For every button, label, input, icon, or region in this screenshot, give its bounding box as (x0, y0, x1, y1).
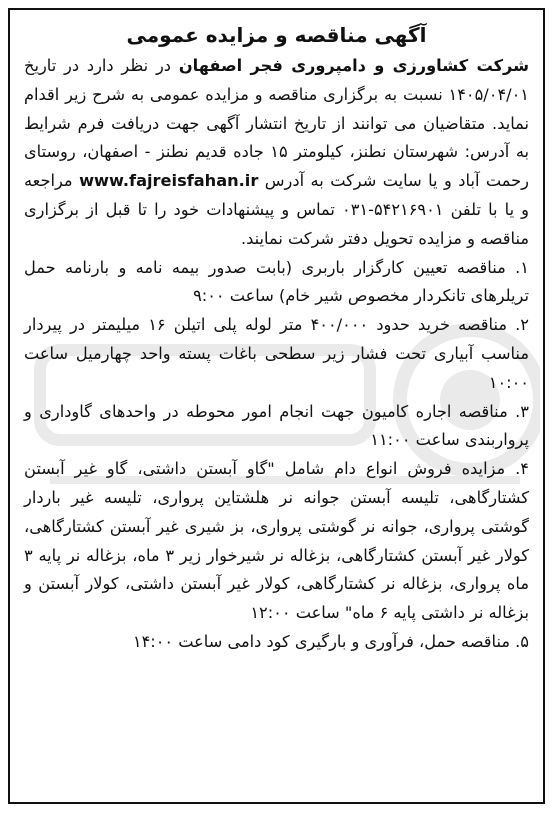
notice-title: آگهی مناقصه و مزایده عمومی (126, 23, 427, 47)
company-name: شرکت کشاورزی و دامپروری فجر اصفهان (178, 56, 529, 75)
notice-body (24, 20, 529, 657)
item-4: ۴. مزایده فروش انواع دام شامل "گاو آبستن داشتی، گاو غیر آبستن کشتارگاهی، تلیسه آبستن جوانه نر هلشتاین پرواری، تلیسه غیر باردار گوشتی پرواری، جوانه نر گوشتی پرواری، بز شیری غیر آبستن کشتارگاهی، کولار غیر آبستن کشتارگاهی، بزغاله نر شیرخوار زیر ۳ ماه، بزغاله نر پایه ۳ ماه پرواری، بزغاله نر کشتارگاهی، کولار غیر آبستن داشتی، کولار آبستن و بزغاله نر داشتی پایه ۶ ماه" ساعت ۱۲:۰۰ (24, 459, 529, 623)
notice-intro (24, 52, 529, 254)
item-5: ۵. مناقصه حمل، فرآوری و بارگیری کود دامی ساعت ۱۴:۰۰ (132, 631, 529, 651)
item-1: ۱. مناقصه تعیین کارگزار باربری (بابت صدور بیمه نامه و بارنامه حمل تریلرهای تانکردار مخصوص شیر خام) ساعت ۹:۰۰ (24, 257, 529, 306)
intro-text-part-1: در نظر دارد در تاریخ ۱۴۰۵/۰۴/۰۱ نسبت به برگزاری مناقصه و مزایده عمومی به شرح زیر اقدام نماید. متقاضیان می توانند از تاریخ انتشار آگهی جهت دریافت فرم شرایط به آدرس: شهرستان نطنز، کیلومتر ۱۵ جاده قدیم نطنز - اصفهان، روستای رحمت آباد و یا سایت شرکت به آدرس (24, 56, 530, 191)
item-2: ۲. مناقصه خرید حدود ۴۰۰/۰۰۰ متر لوله پلی اتیلن ۱۶ میلیمتر در پیردار مناسب آبیاری تحت فشار زیر سطحی باغات پسته واحد چهارمیل ساعت ۱۰:۰۰ (24, 315, 529, 392)
website-link[interactable]: www.fajreisfahan.ir (79, 171, 259, 191)
item-3: ۳. مناقصه اجاره کامیون جهت انجام امور محوطه در واحدهای گاوداری و پرواربندی ساعت ۱۱:۰۰ (24, 401, 529, 450)
notice-frame (8, 8, 545, 804)
intro-text-part-2: مراجعه و یا با تلفن ۵۴۲۱۶۹۰۱-۰۳۱ تماس و پیشنهادات خود را تا قبل از برگزاری مناقصه و مزایده تحویل دفتر شرکت نمایند. (24, 171, 530, 248)
